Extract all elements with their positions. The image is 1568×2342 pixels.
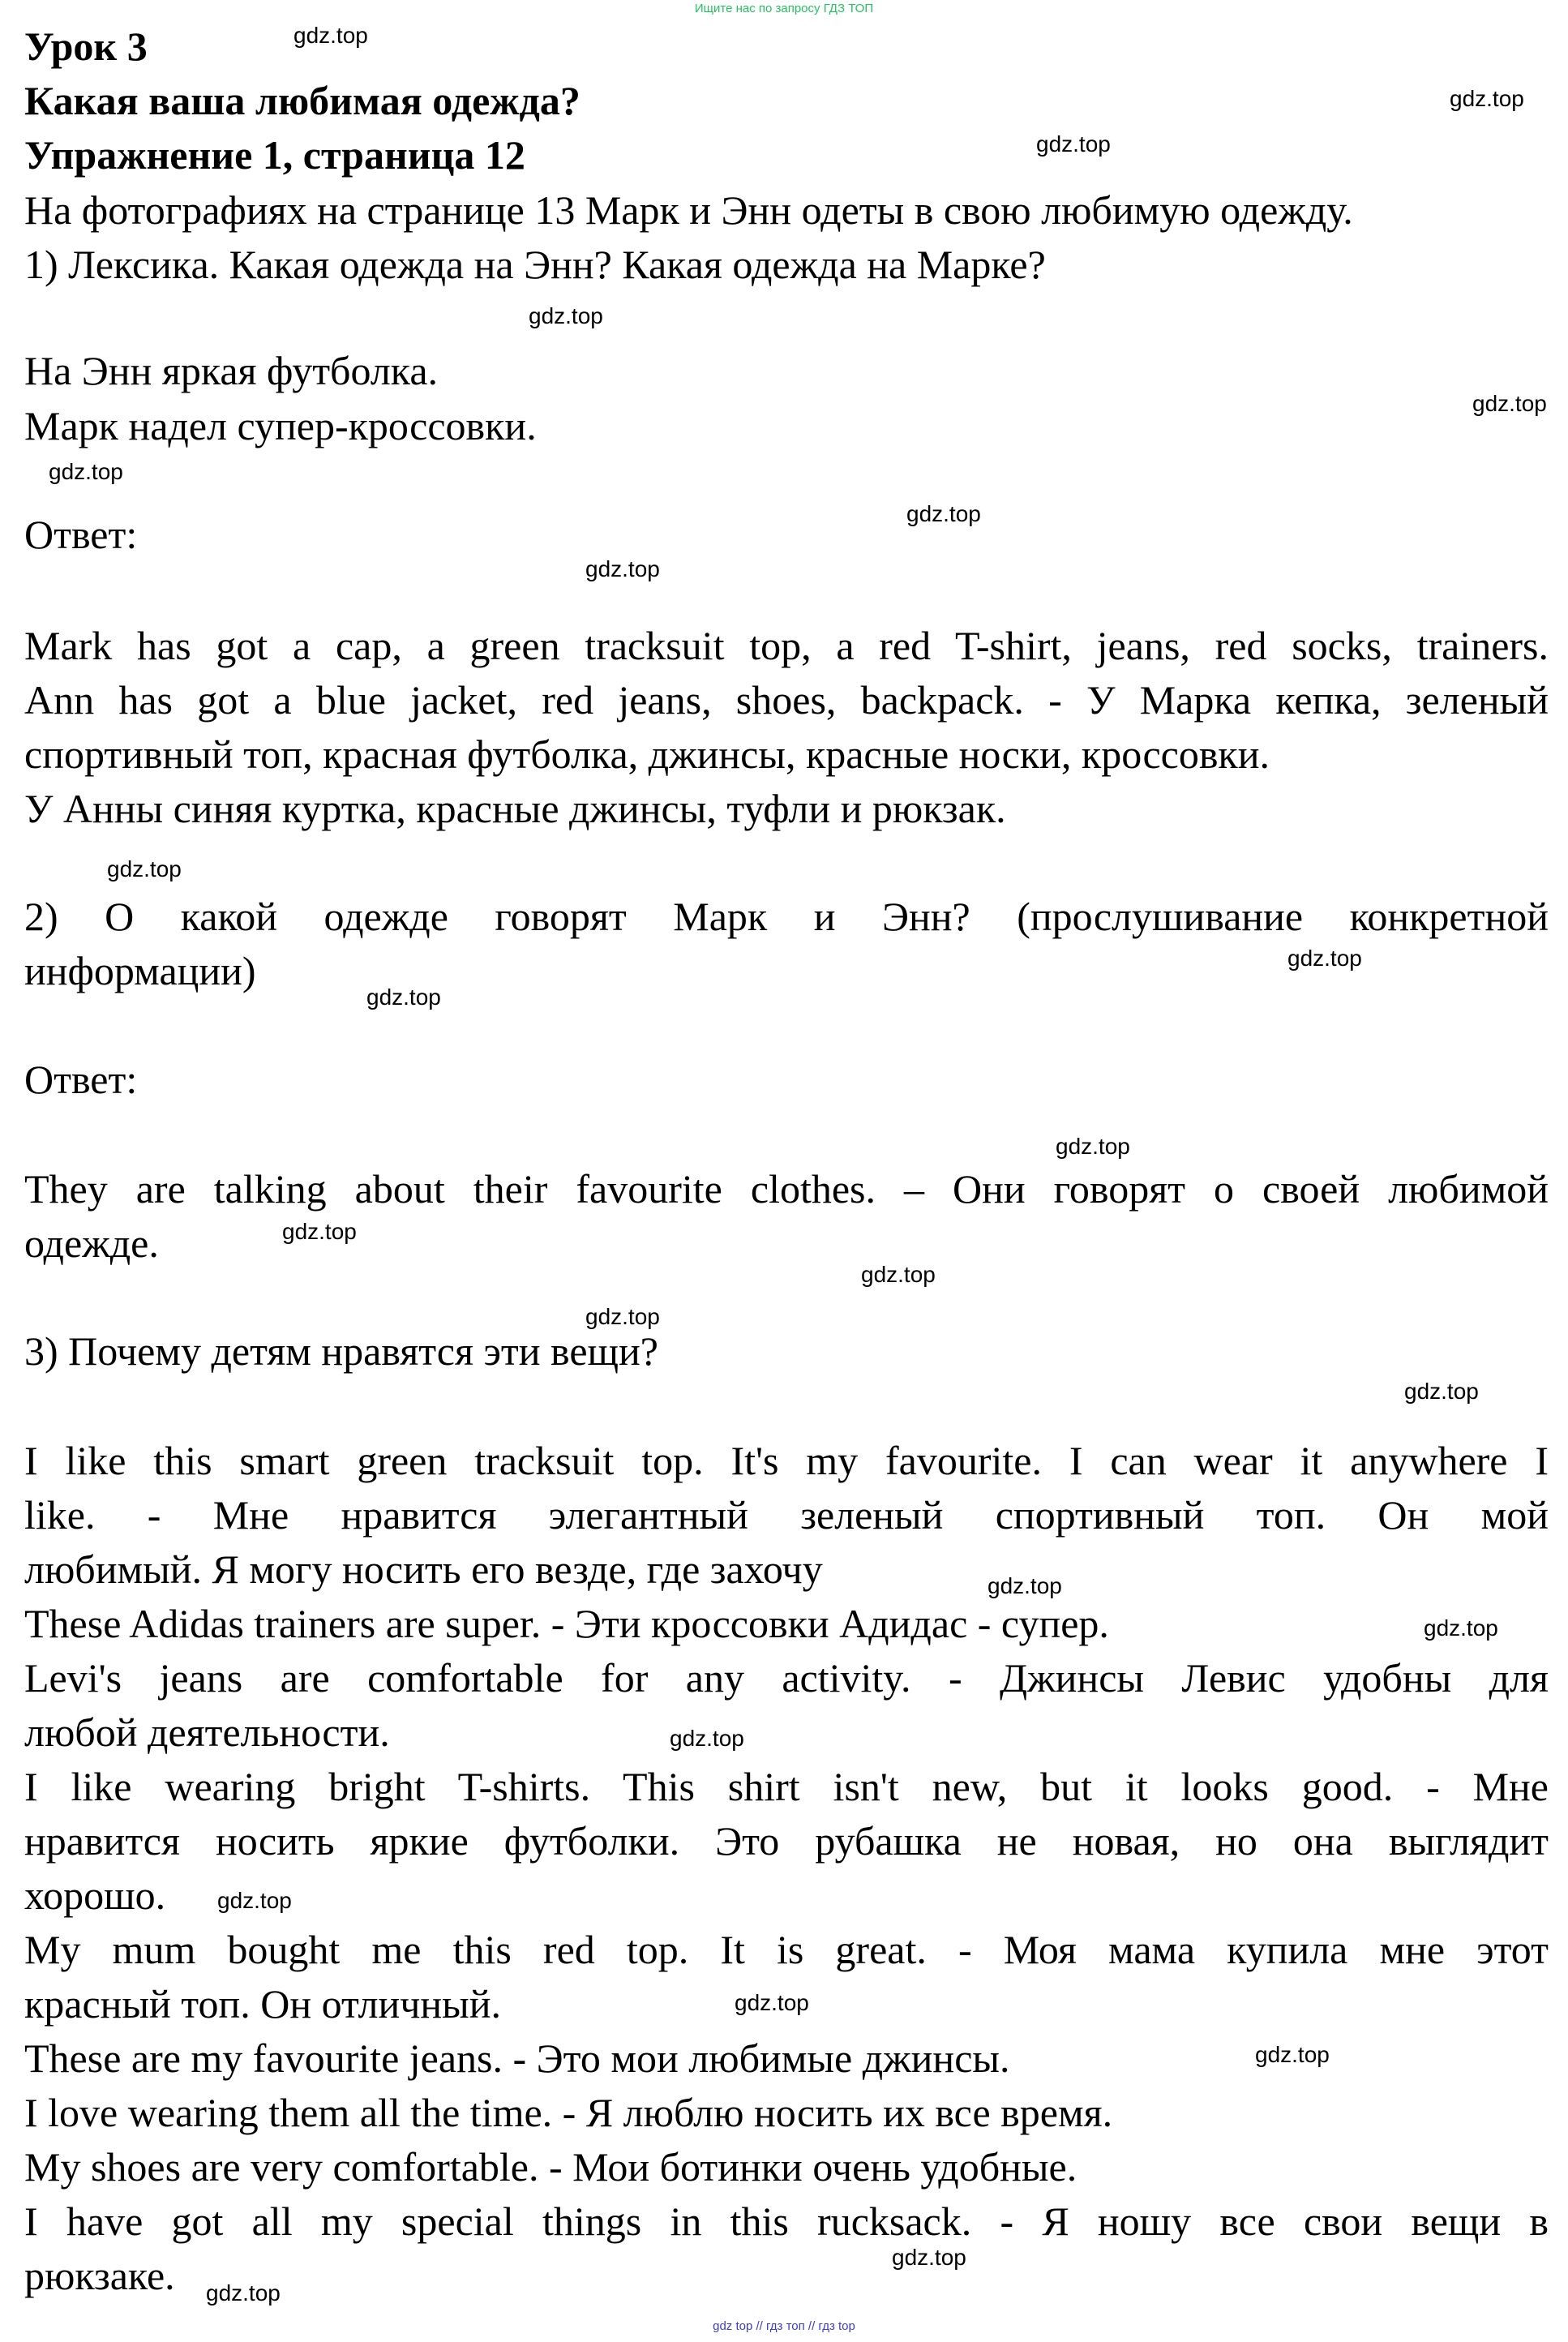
watermark: gdz.top [293, 23, 368, 48]
part1-answer-label: Ответ: [24, 512, 138, 557]
watermark: gdz.top [906, 501, 981, 526]
watermark: gdz.top [49, 459, 123, 484]
part1-answer-line: У Анны синяя куртка, красные джинсы, туфли и рюкзак. [24, 786, 1006, 831]
part3-line: like. - Мне нравится элегантный зеленый спортивный топ. Он мой [24, 1492, 1549, 1538]
part3-line: любимый. Я могу носить его везде, где захочу [24, 1546, 823, 1592]
watermark: gdz.top [892, 2245, 966, 2270]
watermark: gdz.top [206, 2280, 281, 2306]
part3-line: красный топ. Он отличный. [24, 1981, 502, 2027]
watermark: gdz.top [1450, 86, 1524, 111]
watermark: gdz.top [1404, 1379, 1479, 1404]
part1-question: 1) Лексика. Какая одежда на Энн? Какая одежда на Марке? [24, 242, 1046, 287]
part3-line: хорошо. [24, 1872, 166, 1918]
part3-line: Levi's jeans are comfortable for any activity. - Джинсы Левис удобны для [24, 1655, 1549, 1701]
part3-line: These Adidas trainers are super. - Эти кроссовки Адидас - супер. [24, 1601, 1109, 1646]
part3-line: My shoes are very comfortable. - Мои ботинки очень удобные. [24, 2144, 1077, 2190]
watermark: gdz.top [366, 984, 441, 1010]
part3-line: любой деятельности. [24, 1709, 390, 1755]
part2-question-line: 2) О какой одежде говорят Марк и Энн? (прослушивание конкретной [24, 894, 1549, 939]
watermark: gdz.top [282, 1219, 357, 1244]
watermark: gdz.top [861, 1262, 936, 1287]
part2-answer-line: одежде. [24, 1220, 159, 1266]
part3-line: I love wearing them all the time. - Я люблю носить их все время. [24, 2090, 1113, 2135]
part3-question: 3) Почему детям нравятся эти вещи? [24, 1328, 658, 1374]
watermark: gdz.top [670, 1726, 744, 1751]
part3-line: I have got all my special things in this rucksack. - Я ношу все свои вещи в [24, 2198, 1549, 2244]
watermark: gdz.top [1472, 391, 1547, 416]
watermark: gdz.top [529, 303, 603, 328]
part3-line: I like wearing bright T-shirts. This shirt isn't new, but it looks good. - Мне [24, 1764, 1549, 1809]
intro-text: На фотографиях на странице 13 Марк и Энн одеты в свою любимую одежду. [24, 187, 1353, 233]
page-title: Какая ваша любимая одежда? [24, 78, 581, 123]
part3-line: рюкзаке. [24, 2253, 175, 2298]
watermark: gdz.top [1056, 1134, 1130, 1159]
watermark: gdz.top [107, 856, 182, 881]
part2-answer-line: They are talking about their favourite clothes. – Они говорят о своей любимой [24, 1166, 1549, 1212]
part1-answer-line: спортивный топ, красная футболка, джинсы, красные носки, кроссовки. [24, 731, 1270, 777]
watermark: gdz.top [217, 1888, 292, 1913]
watermark: gdz.top [1255, 2042, 1330, 2067]
lesson-heading: Урок 3 [24, 24, 148, 69]
watermark: gdz.top [735, 1990, 809, 2015]
watermark: gdz.top [1424, 1615, 1498, 1641]
part1-line: Марк надел супер-кроссовки. [24, 403, 537, 448]
watermark: gdz.top [1036, 131, 1111, 157]
exercise-heading: Упражнение 1, страница 12 [24, 132, 525, 178]
part3-line: нравится носить яркие футболки. Это рубашка не новая, но она выглядит [24, 1818, 1549, 1864]
part1-answer-line: Mark has got a cap, a green tracksuit top, a red T-shirt, jeans, red socks, trainers. [24, 623, 1549, 668]
part3-line: I like this smart green tracksuit top. It's my favourite. I can wear it anywhere I [24, 1438, 1549, 1483]
part3-line: These are my favourite jeans. - Это мои любимые джинсы. [24, 2035, 1010, 2081]
watermark: gdz.top [1287, 946, 1362, 971]
watermark: gdz.top [585, 556, 660, 581]
part2-answer-label: Ответ: [24, 1057, 138, 1102]
part1-line: На Энн яркая футболка. [24, 348, 439, 393]
watermark: gdz.top [585, 1304, 660, 1329]
part3-line: My mum bought me this red top. It is great. - Моя мама купила мне этот [24, 1927, 1549, 1972]
part2-question-line: информации) [24, 948, 256, 993]
top-banner: Ищите нас по запросу ГДЗ ТОП [694, 2, 874, 15]
watermark: gdz.top [987, 1573, 1062, 1598]
part1-answer-line: Ann has got a blue jacket, red jeans, shoes, backpack. - У Марка кепка, зеленый [24, 677, 1549, 723]
bottom-banner: gdz top // гдз топ // гдз top [713, 2319, 855, 2333]
